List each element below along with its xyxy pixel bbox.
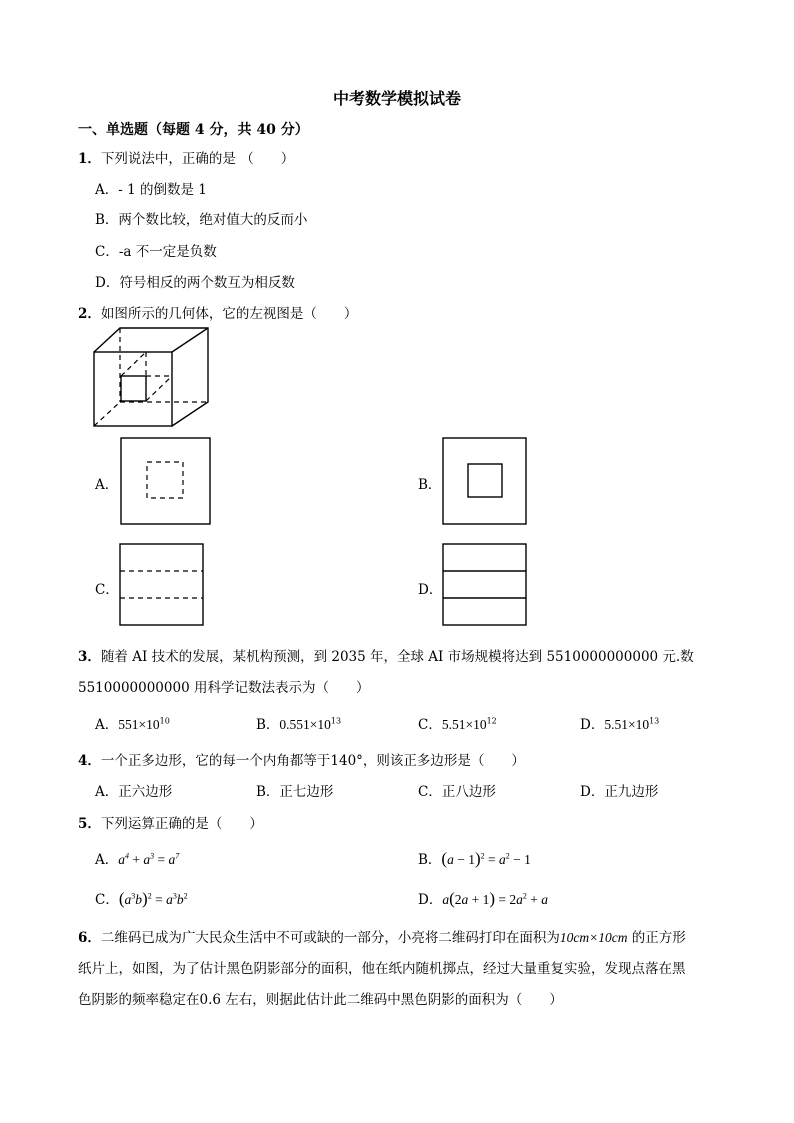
q4-option-d[interactable]: D．正九边形 (580, 784, 659, 800)
question-number: 2． (78, 306, 101, 322)
question-2 (78, 302, 357, 322)
question-3-line-2: 5510000000000 用科学记数法表示为（ ） (78, 680, 370, 696)
q1-option-a[interactable]: A．- 1 的倒数是 1 (95, 182, 207, 198)
question-1 (78, 147, 294, 167)
question-6: 6．二维码已成为广大民众生活中不可或缺的一部分，小亮将二维码打印在面积为10cm×10cm 的正方形 (78, 930, 686, 946)
question-6-line-2: 纸片上，如图，为了估计黑色阴影部分的面积，他在纸内随机掷点，经过大量重复实验，发现点落在黑 (78, 961, 686, 977)
question-number: 3． (78, 649, 101, 665)
question-number: 1． (78, 151, 101, 167)
question-stem: 如图所示的几何体，它的左视图是（ ） (100, 306, 358, 322)
q4-option-c[interactable]: C．正八边形 (418, 784, 496, 800)
q2-option-b-label[interactable]: B． (418, 477, 442, 493)
question-6-line-3: 色阴影的频率稳定在0.6 左右，则据此估计此二维码中黑色阴影的面积为（ ） (78, 992, 563, 1008)
q1-option-c[interactable]: C．-a 不一定是负数 (95, 244, 217, 260)
q5-option-a[interactable]: A．$a^4 + a^3 = a^7$ (95, 851, 180, 868)
question-stem: 一个正多边形，它的每一个内角都等于140°，则该正多边形是（ ） (100, 753, 525, 769)
q3-option-c[interactable]: C．$5.51\times 10^{12}$ (418, 716, 497, 733)
q1-option-d[interactable]: D．符号相反的两个数互为相反数 (95, 275, 295, 291)
q1-option-b[interactable]: B．两个数比较，绝对值大的反而小 (95, 212, 308, 228)
q2-option-b-figure[interactable] (442, 437, 528, 525)
q5-option-b[interactable]: B．$(a - 1)^2 = a^2 - 1$ (418, 849, 531, 868)
q2-option-a-figure[interactable] (120, 437, 212, 525)
q2-option-d-figure[interactable] (442, 543, 528, 627)
question-number: 6． (78, 930, 101, 946)
question-number: 4． (78, 753, 101, 769)
q2-option-d-label[interactable]: D． (418, 582, 443, 598)
section-heading: 一、单选题（每题 4 分，共 40 分） (78, 122, 309, 138)
q4-option-b[interactable]: B．正七边形 (256, 784, 334, 800)
question-4 (78, 749, 525, 769)
q5-option-d[interactable]: D．$a(2a + 1) = 2a^2 + a$ (418, 889, 549, 908)
cube-figure (92, 326, 212, 428)
q5-option-c[interactable]: C．$(a^3b)^2 = a^3b^2$ (95, 889, 188, 908)
q2-option-c-figure[interactable] (119, 543, 205, 627)
page-title: 中考数学模拟试卷 (332, 89, 461, 108)
question-stem: 随着 AI 技术的发展，某机构预测，到 2035 年，全球 AI 市场规模将达到 5510000000000 元.数 (100, 649, 694, 665)
question-5 (78, 812, 263, 832)
q2-option-c-label[interactable]: C． (95, 582, 119, 598)
q3-option-d[interactable]: D．$5.51\times 10^{13}$ (580, 716, 660, 733)
question-stem: 下列说法中，正确的是 （ ） (100, 151, 295, 167)
q3-option-a[interactable]: A．$551\times 10^{10}$ (95, 716, 170, 733)
q2-option-a-label[interactable]: A． (95, 477, 119, 493)
question-number: 5． (78, 816, 101, 832)
question-stem: 下列运算正确的是（ ） (100, 816, 263, 832)
q4-option-a[interactable]: A．正六边形 (95, 784, 173, 800)
q3-option-b[interactable]: B．$0.551\times 10^{13}$ (256, 716, 342, 733)
question-3 (78, 645, 694, 665)
